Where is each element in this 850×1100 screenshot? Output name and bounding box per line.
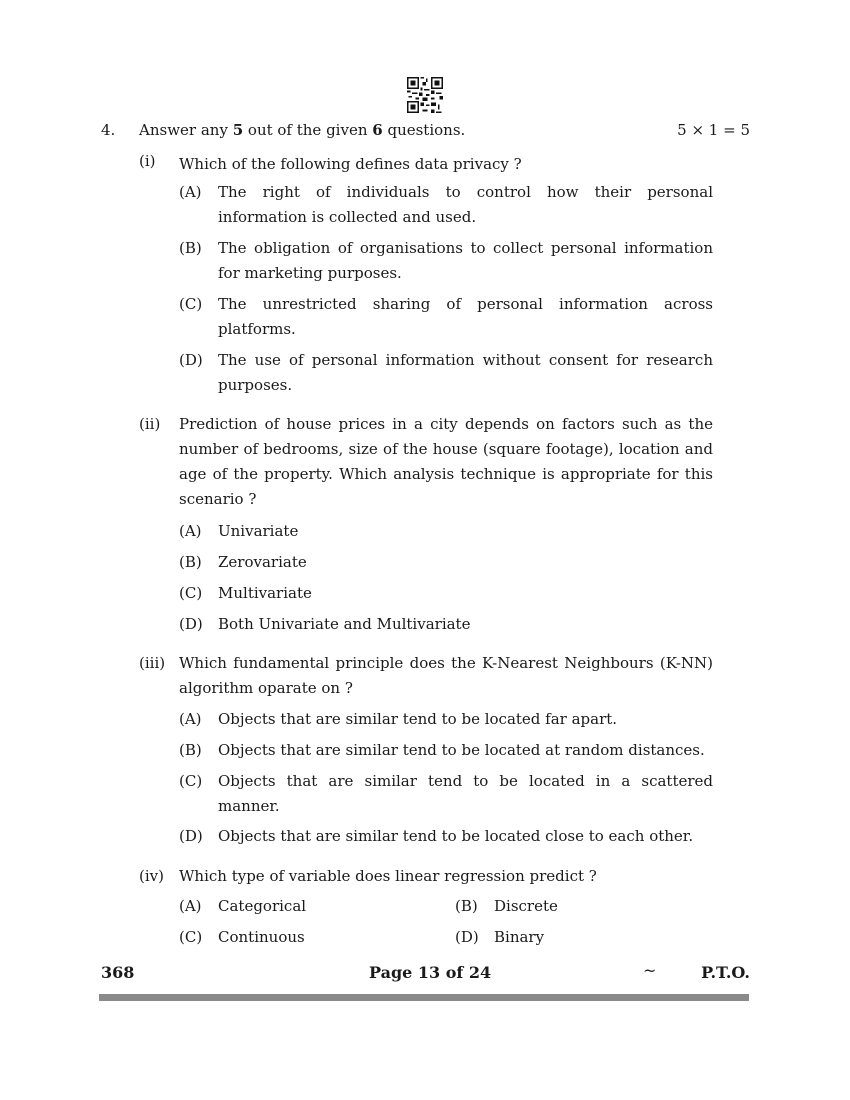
footer-rule xyxy=(99,994,749,1001)
option-label: (A) xyxy=(179,522,202,540)
instruction-text: out of the given xyxy=(243,121,373,139)
subquestion-label: (iii) xyxy=(139,654,166,672)
option-label: (C) xyxy=(179,772,203,790)
option-label: (A) xyxy=(179,710,202,728)
option-label: (D) xyxy=(455,928,479,946)
option-label: (B) xyxy=(455,897,478,915)
please-turn-over: P.T.O. xyxy=(701,963,750,982)
instruction-count: 5 xyxy=(232,121,244,139)
option-text: Binary xyxy=(494,928,545,946)
option-label: (A) xyxy=(179,897,202,915)
option-label: (C) xyxy=(179,928,203,946)
option-text: Continuous xyxy=(218,928,305,946)
option-text: The unrestricted sharing of personal information across platforms. xyxy=(218,295,713,338)
subquestion-text: Which of the following defines data privacy ? xyxy=(179,155,522,173)
subquestion-text: Prediction of house prices in a city depends on factors such as the number of bedrooms, size of the house (square footage), location and age of the property. Which analysis technique is appropriate for this scenario ? xyxy=(179,415,713,508)
option-text: Both Univariate and Multivariate xyxy=(218,615,471,633)
subquestion-label: (ii) xyxy=(139,415,161,433)
option-text: The right of individuals to control how their personal information is collected and used. xyxy=(218,183,713,226)
option-text: Zerovariate xyxy=(218,553,307,571)
option-text: Discrete xyxy=(494,897,558,915)
option-label: (C) xyxy=(179,584,203,602)
option-text: Objects that are similar tend to be located at random distances. xyxy=(218,741,705,759)
option-text: The use of personal information without consent for research purposes. xyxy=(218,351,713,394)
option-label: (A) xyxy=(179,183,202,201)
paper-code: 368 xyxy=(101,963,135,982)
option-text: Univariate xyxy=(218,522,299,540)
option-text: Categorical xyxy=(218,897,307,915)
option-label: (B) xyxy=(179,553,202,571)
qr-code xyxy=(407,77,443,113)
option-text: Multivariate xyxy=(218,584,312,602)
question-instruction xyxy=(139,121,465,139)
subquestion-text: Which fundamental principle does the K-Nearest Neighbours (K-NN) algorithm oparate on ? xyxy=(179,654,713,697)
footer-tilde: ~ xyxy=(643,961,657,980)
option-text: The obligation of organisations to collect personal information for marketing purposes. xyxy=(218,239,713,282)
option-label: (B) xyxy=(179,239,202,257)
option-text: Objects that are similar tend to be located close to each other. xyxy=(218,827,694,845)
option-label: (D) xyxy=(179,615,203,633)
option-label: (D) xyxy=(179,351,203,369)
option-label: (D) xyxy=(179,827,203,845)
page-number: Page 13 of 24 xyxy=(369,963,492,982)
question-number: 4. xyxy=(101,121,116,139)
subquestion-label: (iv) xyxy=(139,867,164,885)
option-text: Objects that are similar tend to be located in a scattered manner. xyxy=(218,772,713,815)
subquestion-text: Which type of variable does linear regression predict ? xyxy=(179,867,597,885)
instruction-text: Answer any xyxy=(139,121,233,139)
option-label: (B) xyxy=(179,741,202,759)
subquestion-label: (i) xyxy=(139,152,156,170)
option-text: Objects that are similar tend to be located far apart. xyxy=(218,710,618,728)
instruction-text: questions. xyxy=(382,121,466,139)
option-label: (C) xyxy=(179,295,203,313)
marks-allocation: 5 × 1 = 5 xyxy=(677,121,750,139)
instruction-total: 6 xyxy=(372,121,383,139)
